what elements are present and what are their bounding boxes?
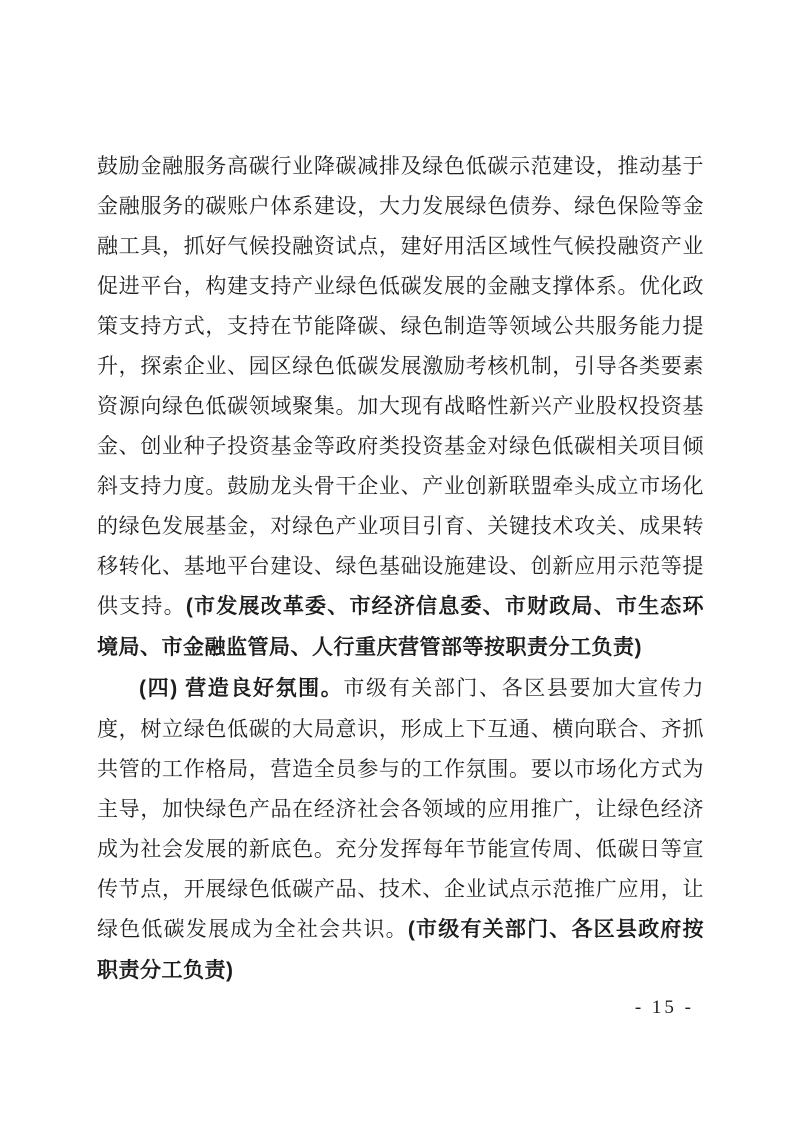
text-run: 鼓励金融服务高碳行业降碳减排及绿色低碳示范建设，推动基于金融服务的碳账户体系建设，大力发展绿色债券、绿色保险等金融工具，抓好气候投融资试点，建好用活区域性气候投融资产业促进平台，构建支持产业绿色低碳发展的金融支撑体系。优化政策支持方式，支持在节能降碳、绿色制造等领域公共服务能力提升，探索企业、园区绿色低碳发展激励考核机制，引导各类要素资源向绿色低碳领域聚集。加大现有战略性新兴产业股权投资基金、创业种子投资基金等政府类投资基金对绿色低碳相关项目倾斜支持力度。鼓励龙头骨干企业、产业创新联盟牵头成立市场化的绿色发展基金，对绿色产业项目引育、关键技术攻关、成果转移转化、基地平台建设、绿色基础设施建设、创新应用示范等提供支持。 [97, 154, 704, 618]
document-body [97, 146, 704, 991]
page-number: - 15 - [634, 997, 694, 1018]
text-run-bold: (市发展改革委、市经济信息委、市财政局、市生态环境局、市金融监管局、人行重庆营管部等按职责分工负责) [97, 595, 705, 659]
paragraph [97, 668, 704, 991]
text-run: 市级有关部门、各区县要加大宣传力度，树立绿色低碳的大局意识，形成上下互通、横向联合、齐抓共管的工作格局，营造全员参与的工作氛围。要以市场化方式为主导，加快绿色产品在经济社会各领域的应用推广，让绿色经济成为社会发展的新底色。充分发挥每年节能宣传周、低碳日等宣传节点，开展绿色低碳产品、技术、企业试点示范推广应用，让绿色低碳发展成为全社会共识。 [97, 676, 704, 941]
text-run-bold: (市级有关部门、各区县政府按职责分工负责) [97, 918, 704, 982]
paragraph [97, 146, 704, 668]
text-run-bold: (四) 营造良好氛围。 [139, 677, 344, 700]
